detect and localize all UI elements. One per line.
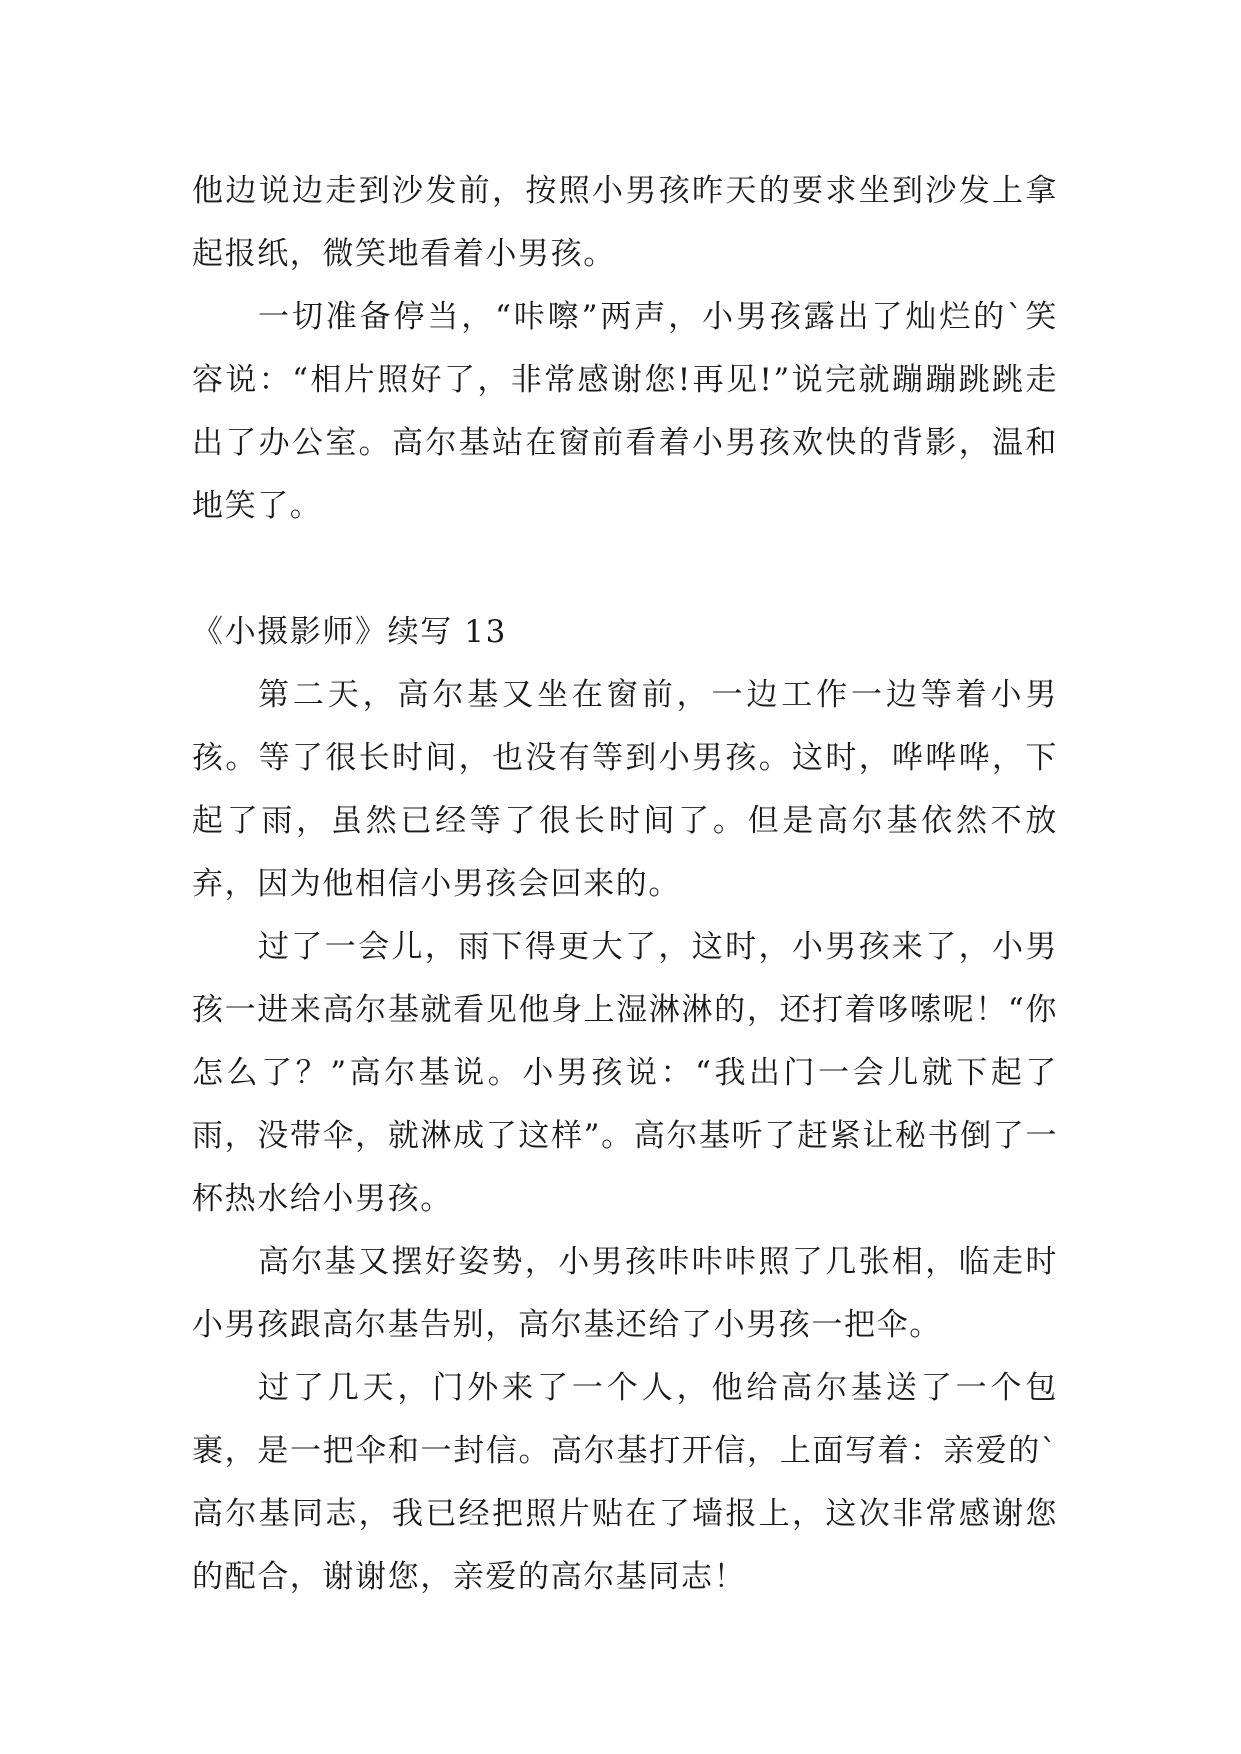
section-title: 《小摄影师》续写 13 — [192, 614, 507, 650]
paragraph: 他边说边走到沙发前，按照小男孩昨天的要求坐到沙发上拿起报纸，微笑地看着小男孩。 — [192, 173, 1058, 272]
document-body — [192, 160, 1058, 1609]
paragraph: 第二天，高尔基又坐在窗前，一边工作一边等着小男孩。等了很长时间，也没有等到小男孩。这时，哗哗哗，下起了雨，虽然已经等了很长时间了。但是高尔基依然不放弃，因为他相信小男孩会回来的。 — [192, 677, 1058, 902]
paragraph: 过了几天，门外来了一个人，他给高尔基送了一个包裹，是一把伞和一封信。高尔基打开信，上面写着：亲爱的`高尔基同志，我已经把照片贴在了墙报上，这次非常感谢您的配合，谢谢您，亲爱的高尔基同志！ — [192, 1370, 1058, 1595]
paragraph: 高尔基又摆好姿势，小男孩咔咔咔照了几张相，临走时小男孩跟高尔基告别，高尔基还给了小男孩一把伞。 — [192, 1244, 1058, 1343]
paragraph: 一切准备停当，“咔嚓”两声，小男孩露出了灿烂的`笑容说：“相片照好了，非常感谢您!再见!”说完就蹦蹦跳跳走出了办公室。高尔基站在窗前看着小男孩欢快的背影，温和地笑了。 — [192, 299, 1058, 524]
paragraph: 过了一会儿，雨下得更大了，这时，小男孩来了，小男孩一进来高尔基就看见他身上湿淋淋的，还打着哆嗦呢！“你怎么了？”高尔基说。小男孩说：“我出门一会儿就下起了雨，没带伞，就淋成了这样”。高尔基听了赶紧让秘书倒了一杯热水给小男孩。 — [192, 929, 1058, 1217]
